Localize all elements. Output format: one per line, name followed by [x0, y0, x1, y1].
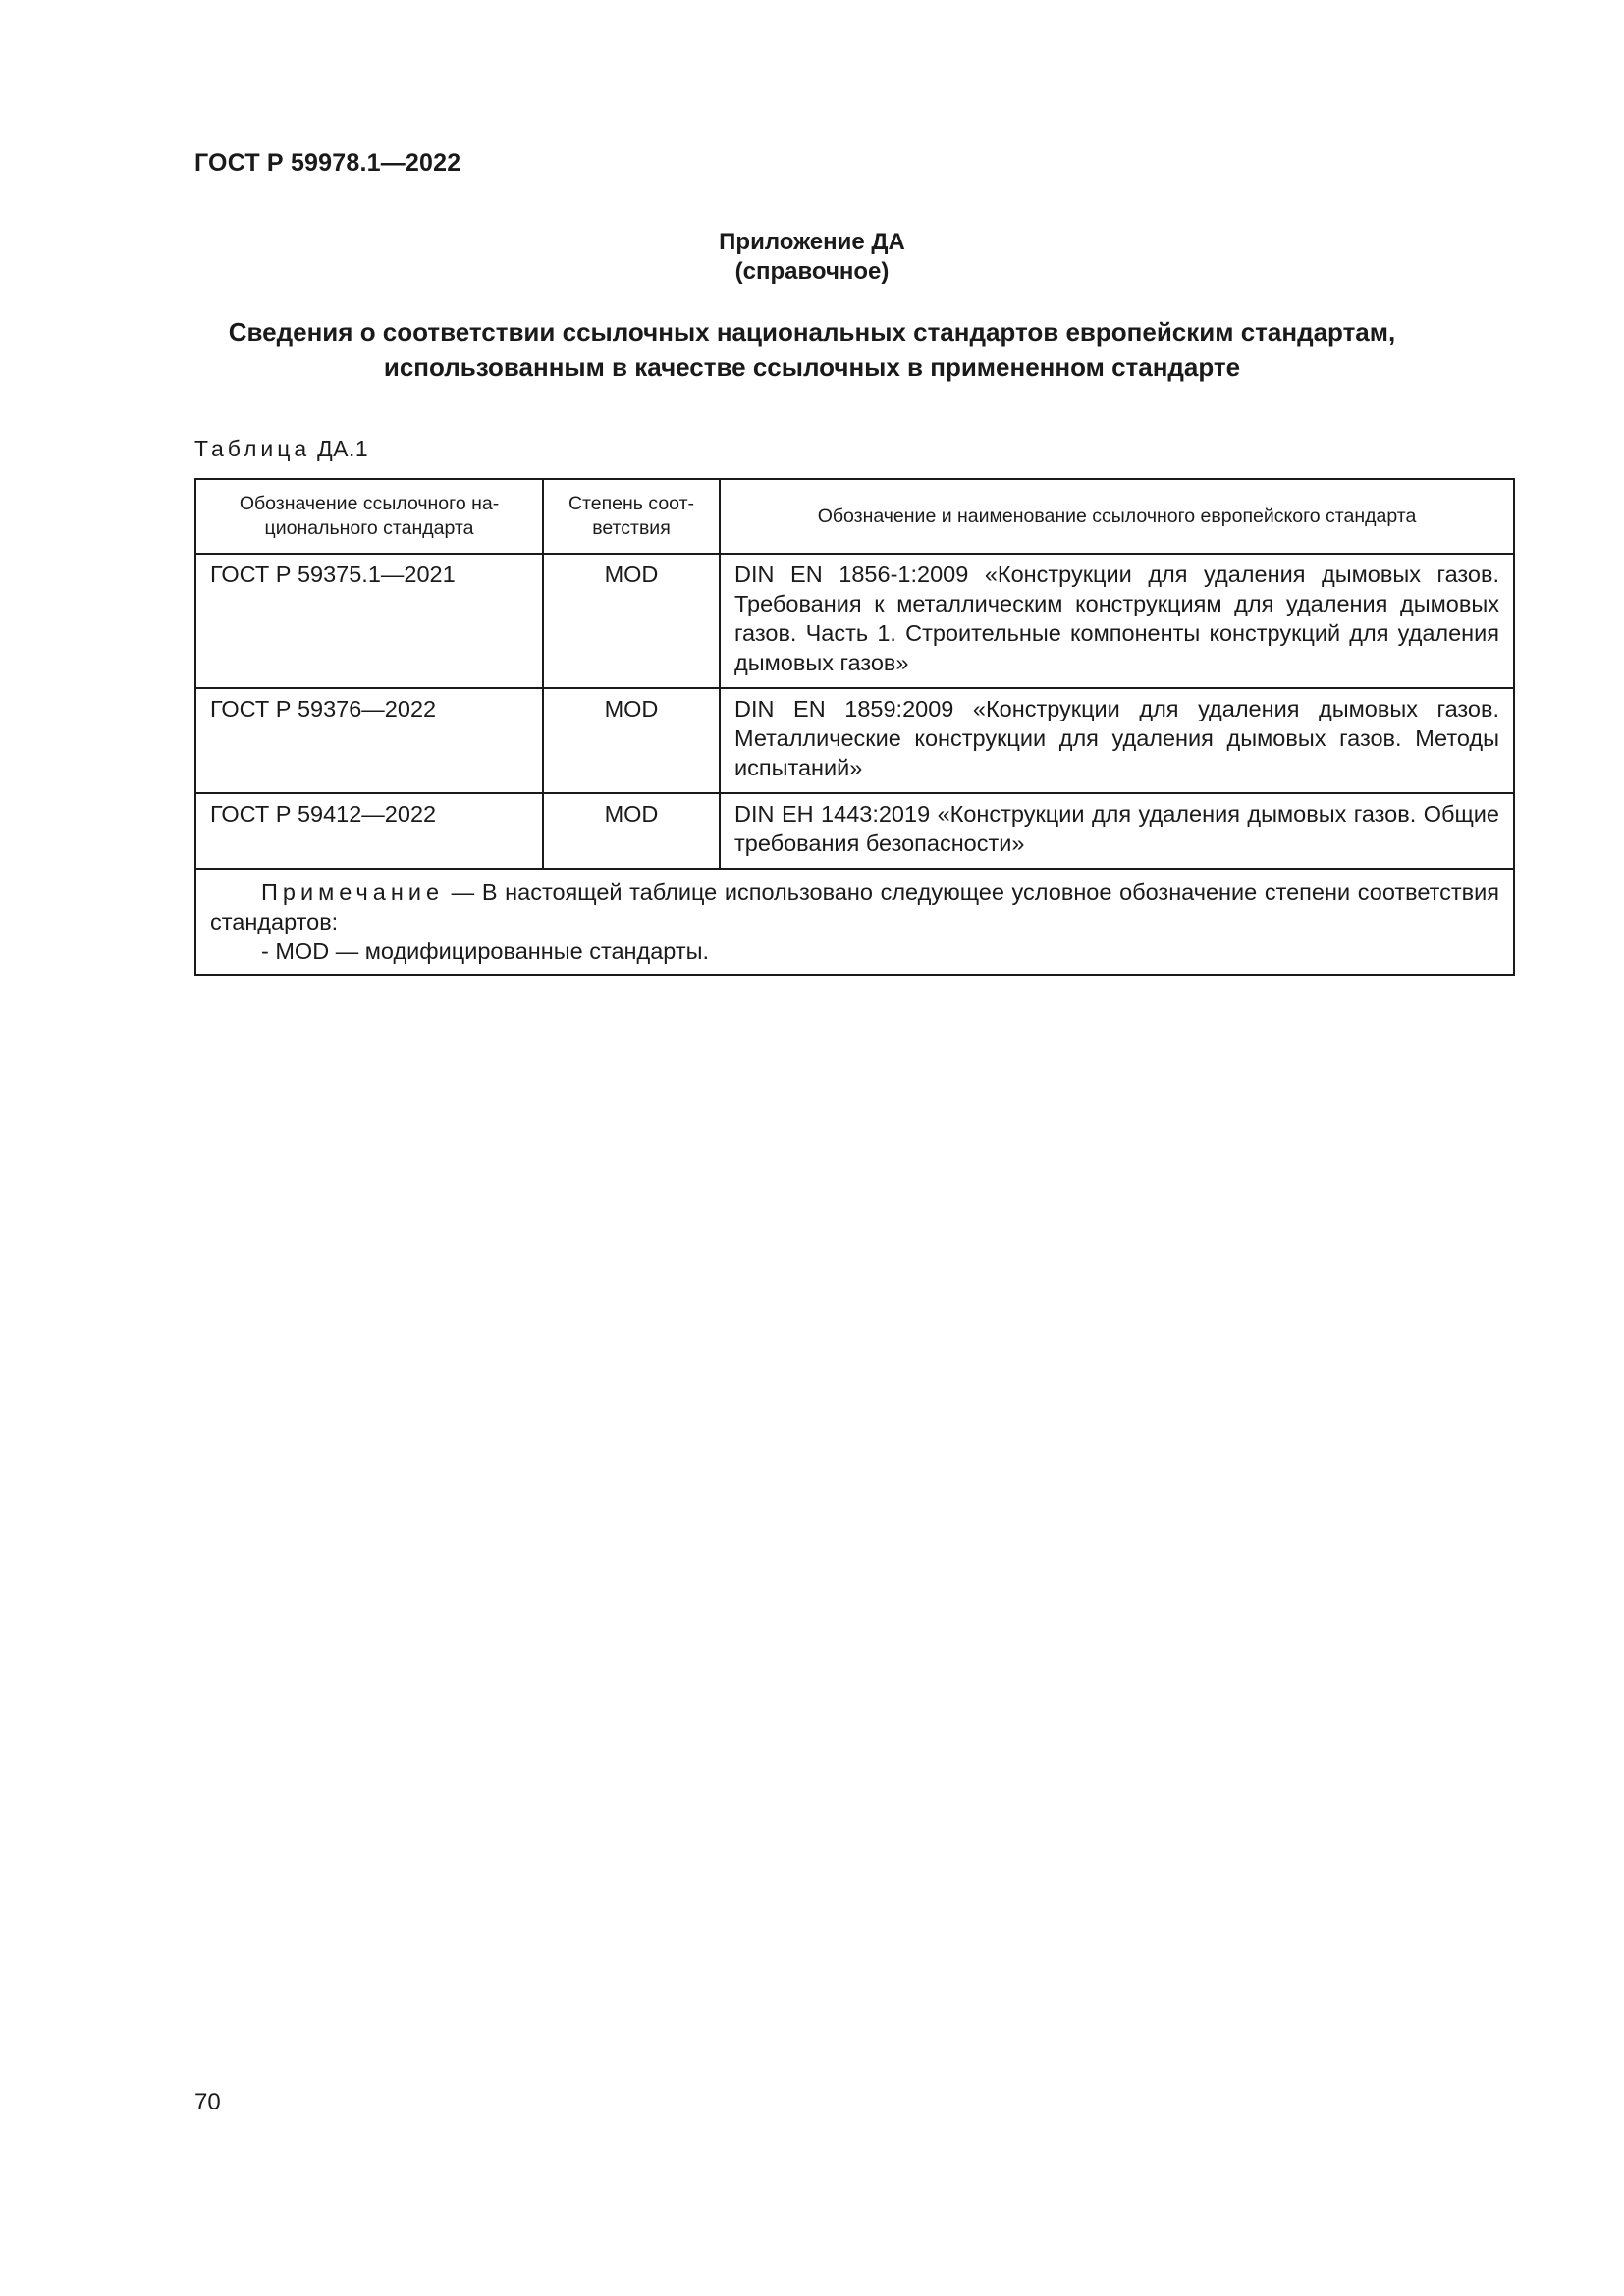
table-row: [195, 688, 1514, 793]
reference-standards-table: [194, 478, 1515, 976]
note-item: - MOD — модифицированные стандарты.: [261, 938, 710, 964]
column-header-european-standard: [720, 479, 1514, 554]
national-standard-cell: ГОСТ Р 59376—2022: [195, 688, 543, 793]
table-caption-word: Таблица: [194, 436, 311, 461]
note-label: Примечание: [261, 880, 445, 905]
table-note-row: [195, 869, 1514, 975]
table-caption-number: ДА.1: [317, 436, 369, 461]
degree-cell: MOD: [543, 793, 720, 869]
european-standard-cell: DIN EN 1856-1:2009 «Конструкции для удаления дымовых газов. Требования к металлическим конструкциям для удаления дымовых газов. Часть 1. Строительные компоненты конструкций для удаления дымовых газов»: [720, 554, 1514, 688]
table-row: [195, 554, 1514, 688]
column-header-national-standard-text: Обозначение ссылочного на- ционального стандарта: [239, 493, 500, 539]
note-text: — В настоящей таблице использовано следующее условное обозначение степени соответствия стандартов:: [210, 880, 1499, 934]
national-standard-cell: ГОСТ Р 59375.1—2021: [195, 554, 543, 688]
degree-cell: MOD: [543, 688, 720, 793]
table-note: [195, 869, 1514, 975]
european-standard-cell: DIN EN 1859:2009 «Конструкции для удаления дымовых газов. Металлические конструкции для удаления дымовых газов. Методы испытаний»: [720, 688, 1514, 793]
appendix-header: [0, 228, 1624, 287]
appendix-type: (справочное): [734, 258, 890, 285]
document-code: ГОСТ Р 59978.1—2022: [194, 149, 461, 177]
section-heading: [157, 314, 1467, 385]
degree-cell: MOD: [543, 554, 720, 688]
national-standard-cell: ГОСТ Р 59412—2022: [195, 793, 543, 869]
appendix-title: Приложение ДА: [719, 229, 905, 255]
european-standard-cell: DIN EH 1443:2019 «Конструкции для удаления дымовых газов. Общие требования безопасности»: [720, 793, 1514, 869]
table-row: [195, 793, 1514, 869]
column-header-european-standard-text: Обозначение и наименование ссылочного европейского стандарта: [817, 505, 1417, 527]
heading-line-1: Сведения о соответствии ссылочных национальных стандартов европейским стандартам,: [228, 317, 1396, 347]
heading-line-2: использованным в качестве ссылочных в примененном стандарте: [383, 352, 1241, 382]
table-caption: [194, 436, 368, 462]
column-header-national-standard: [195, 479, 543, 554]
column-header-degree-text: Степень соот- ветствия: [568, 493, 695, 539]
column-header-degree: [543, 479, 720, 554]
table-header-row: [195, 479, 1514, 554]
page-number: 70: [194, 2089, 221, 2115]
